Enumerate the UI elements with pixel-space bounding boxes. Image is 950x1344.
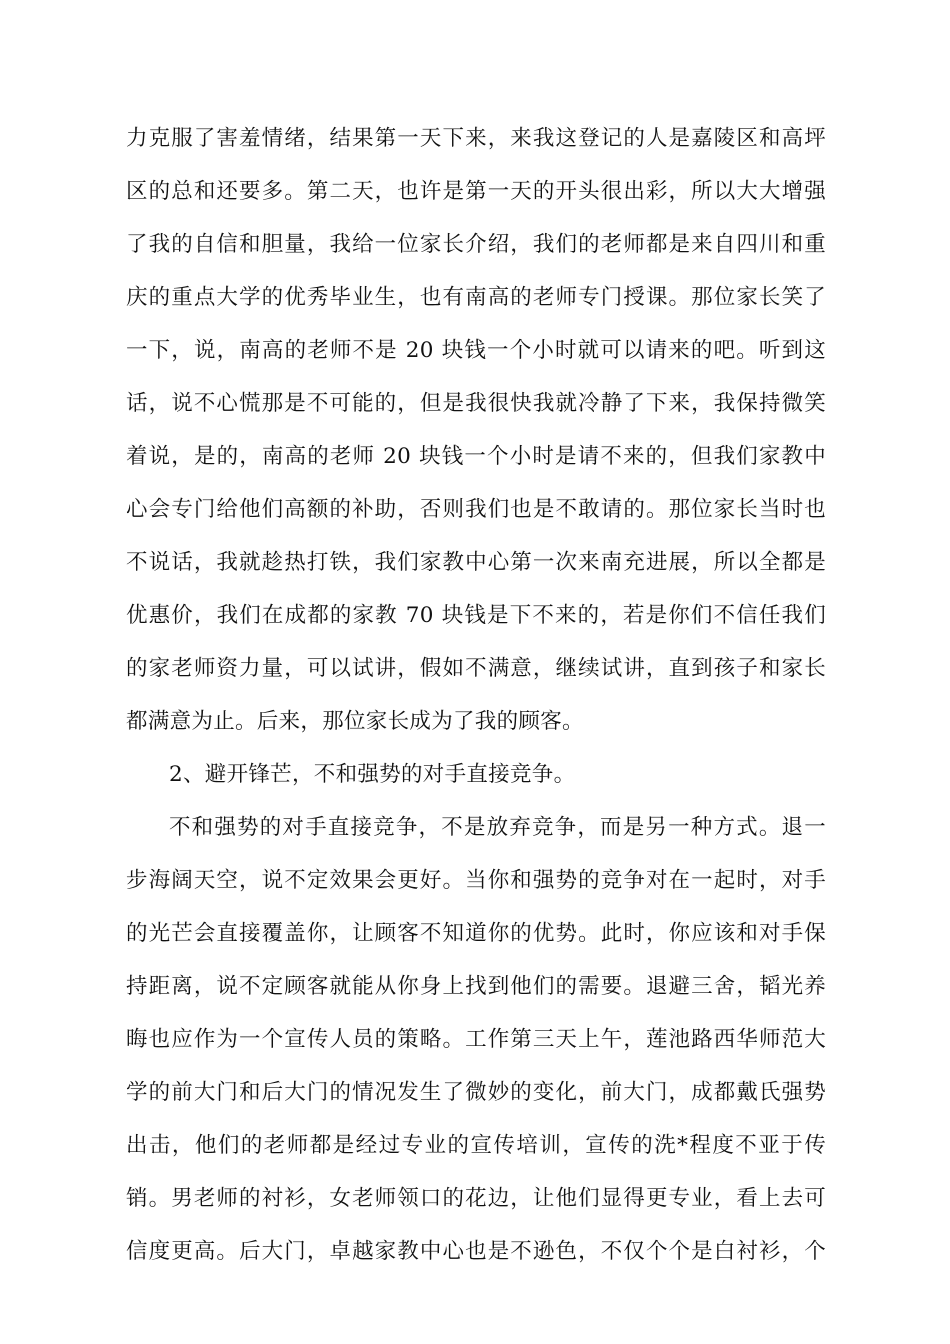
paragraph-line: 的家老师资力量，可以试讲，假如不满意，继续试讲，直到孩子和家长 xyxy=(126,656,826,681)
paragraph-line: 力克服了害羞情绪，结果第一天下来，来我这登记的人是嘉陵区和高坪 xyxy=(126,126,826,151)
section-heading: 2、避开锋芒，不和强势的对手直接竞争。 xyxy=(169,762,576,787)
paragraph-line: 步海阔天空，说不定效果会更好。当你和强势的竞争对在一起时，对手 xyxy=(126,868,826,893)
paragraph-line: 不说话，我就趁热打铁，我们家教中心第一次来南充进展，所以全都是 xyxy=(126,550,826,575)
paragraph-line: 的光芒会直接覆盖你，让顾客不知道你的优势。此时，你应该和对手保 xyxy=(126,921,826,946)
paragraph-line: 一下，说，南高的老师不是 20 块钱一个小时就可以请来的吧。听到这 xyxy=(126,338,826,363)
paragraph-line: 信度更高。后大门，卓越家教中心也是不逊色，不仅个个是白衬衫，个 xyxy=(126,1239,826,1264)
paragraph-line: 了我的自信和胆量，我给一位家长介绍，我们的老师都是来自四川和重 xyxy=(126,232,826,257)
paragraph-line: 着说，是的，南高的老师 20 块钱一个小时是请不来的，但我们家教中 xyxy=(126,444,826,469)
paragraph-line: 持距离，说不定顾客就能从你身上找到他们的需要。退避三舍，韬光养 xyxy=(126,974,826,999)
paragraph-line: 出击，他们的老师都是经过专业的宣传培训，宣传的洗*程度不亚于传 xyxy=(126,1133,826,1158)
paragraph-line: 庆的重点大学的优秀毕业生，也有南高的老师专门授课。那位家长笑了 xyxy=(126,285,826,310)
paragraph-line: 晦也应作为一个宣传人员的策略。工作第三天上午，莲池路西华师范大 xyxy=(126,1027,826,1052)
paragraph-line: 优惠价，我们在成都的家教 70 块钱是下不来的，若是你们不信任我们 xyxy=(126,603,826,628)
paragraph-line: 不和强势的对手直接竞争，不是放弃竞争，而是另一种方式。退一 xyxy=(169,815,826,840)
paragraph-line: 话，说不心慌那是不可能的，但是我很快我就冷静了下来，我保持微笑 xyxy=(126,391,826,416)
paragraph-line: 心会专门给他们高额的补助，否则我们也是不敢请的。那位家长当时也 xyxy=(126,497,826,522)
paragraph-line: 都满意为止。后来，那位家长成为了我的顾客。 xyxy=(126,709,584,734)
paragraph-line: 销。男老师的衬衫，女老师领口的花边，让他们显得更专业，看上去可 xyxy=(126,1186,826,1211)
paragraph-line: 区的总和还要多。第二天，也许是第一天的开头很出彩，所以大大增强 xyxy=(126,179,826,204)
paragraph-line: 学的前大门和后大门的情况发生了微妙的变化，前大门，成都戴氏强势 xyxy=(126,1080,826,1105)
